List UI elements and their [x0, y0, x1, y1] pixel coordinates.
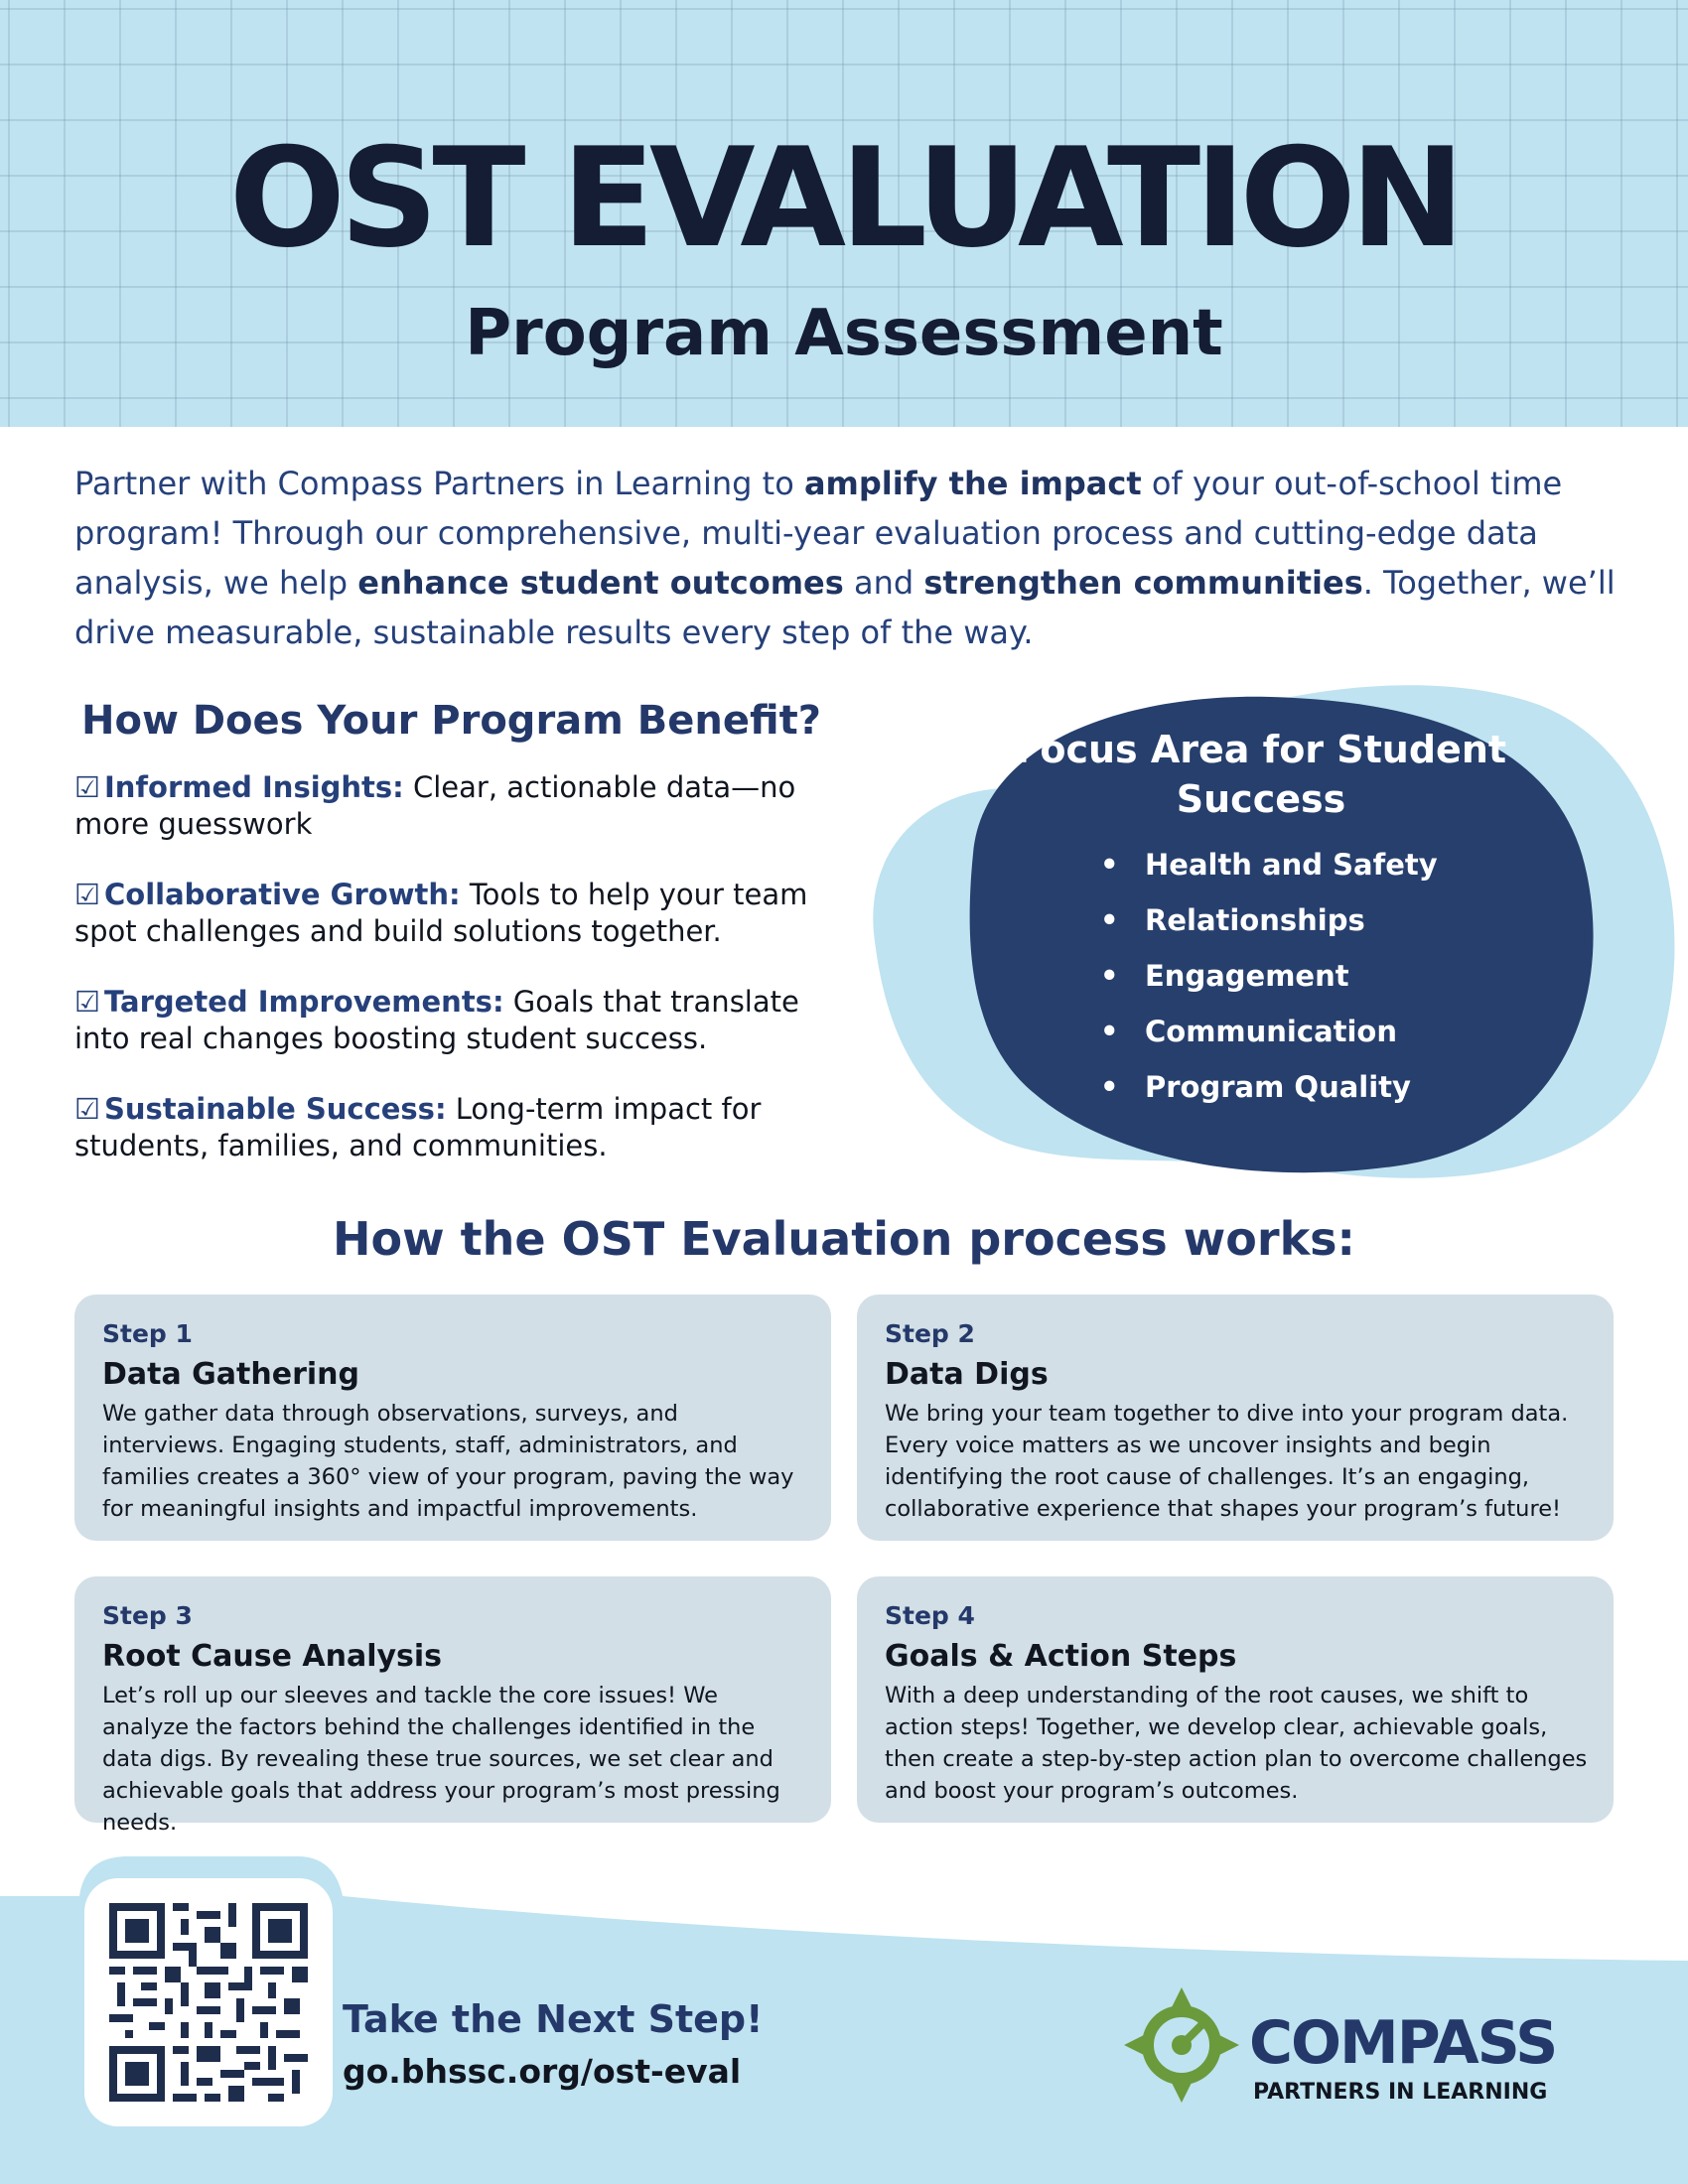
checkbox-icon: ☑	[74, 770, 100, 804]
page-subtitle: Program Assessment	[465, 297, 1223, 370]
qr-code-icon[interactable]	[109, 1903, 308, 2102]
benefit-item: ☑ Collaborative Growth: Tools to help your team spot challenges and build solutions together.	[74, 878, 808, 948]
qr-code-card[interactable]	[84, 1878, 333, 2126]
benefit-item: ☑ Sustainable Success: Long-term impact for students, families, and communities.	[74, 1092, 762, 1162]
focus-title: Focus Area for Student Success	[1015, 728, 1507, 821]
step-number: Step 4	[885, 1601, 975, 1630]
focus-item: • Relationships	[1100, 892, 1517, 948]
checkbox-icon: ☑	[74, 878, 100, 911]
step-card-2	[857, 1295, 1614, 1541]
step-number: Step 1	[102, 1319, 193, 1348]
header-banner	[0, 0, 1688, 427]
focus-item: • Communication	[1100, 1004, 1517, 1059]
step-card-1	[74, 1295, 831, 1541]
checkbox-icon: ☑	[74, 1092, 100, 1126]
step-title: Data Gathering	[102, 1357, 359, 1392]
focus-list	[1100, 837, 1517, 1115]
bullet-icon: •	[1100, 903, 1119, 937]
benefit-item: ☑ Informed Insights: Clear, actionable data—no more guesswork	[74, 770, 796, 841]
focus-item: • Program Quality	[1100, 1059, 1517, 1115]
benefits-heading: How Does Your Program Benefit?	[81, 698, 821, 744]
bullet-icon: •	[1100, 848, 1119, 882]
page-title: OST EVALUATION	[228, 118, 1460, 278]
step-body: We bring your team together to dive into your program data. Every voice matters as we uncover insights and begin identifying the root cause of challenges. It’s an engaging, collaborative experience that shapes your program’s future!	[885, 1401, 1569, 1522]
compass-logo-icon	[1122, 1985, 1241, 2105]
intro-paragraph: Partner with Compass Partners in Learning to amplify the impact of your out-of-school time program! Through our comprehensive, multi-year evaluation process and cutting-edge data analysis, we help enhance student outcomes and strengthen communities. Together, we’ll drive measurable, sustainable results every step of the way.	[74, 465, 1616, 651]
focus-item: • Health and Safety	[1100, 837, 1517, 892]
benefits-list	[74, 769, 829, 1198]
step-card-4	[857, 1576, 1614, 1823]
step-title: Goals & Action Steps	[885, 1639, 1237, 1674]
bullet-icon: •	[1100, 959, 1119, 993]
focus-item: • Engagement	[1100, 948, 1517, 1004]
step-number: Step 3	[102, 1601, 193, 1630]
benefit-item: ☑ Targeted Improvements: Goals that translate into real changes boosting student success.	[74, 985, 799, 1055]
step-card-3	[74, 1576, 831, 1836]
step-body: With a deep understanding of the root causes, we shift to action steps! Together, we develop clear, achievable goals, then create a step-by-step action plan to overcome challenges and boost your program’s outcomes.	[885, 1683, 1588, 1804]
logo-wordmark: COMPASS	[1249, 2008, 1557, 2078]
step-title: Root Cause Analysis	[102, 1639, 443, 1674]
step-body: Let’s roll up our sleeves and tackle the core issues! We analyze the factors behind the challenges identified in the data digs. By revealing these true sources, we set clear and achievable goals that address your program’s most pressing needs.	[102, 1683, 780, 1836]
step-title: Data Digs	[885, 1357, 1049, 1392]
bullet-icon: •	[1100, 1015, 1119, 1048]
step-number: Step 2	[885, 1319, 975, 1348]
cta-link[interactable]: go.bhssc.org/ost-eval	[343, 2052, 742, 2091]
bullet-icon: •	[1100, 1070, 1119, 1104]
cta-title: Take the Next Step!	[343, 1997, 764, 2041]
checkbox-icon: ☑	[74, 985, 100, 1019]
process-heading: How the OST Evaluation process works:	[333, 1212, 1355, 1266]
step-body: We gather data through observations, surveys, and interviews. Engaging students, staff, administrators, and families creates a 360° view of your program, paving the way for meaningful insights and impactful improvements.	[102, 1401, 794, 1522]
logo-tagline: PARTNERS IN LEARNING	[1253, 2080, 1548, 2105]
